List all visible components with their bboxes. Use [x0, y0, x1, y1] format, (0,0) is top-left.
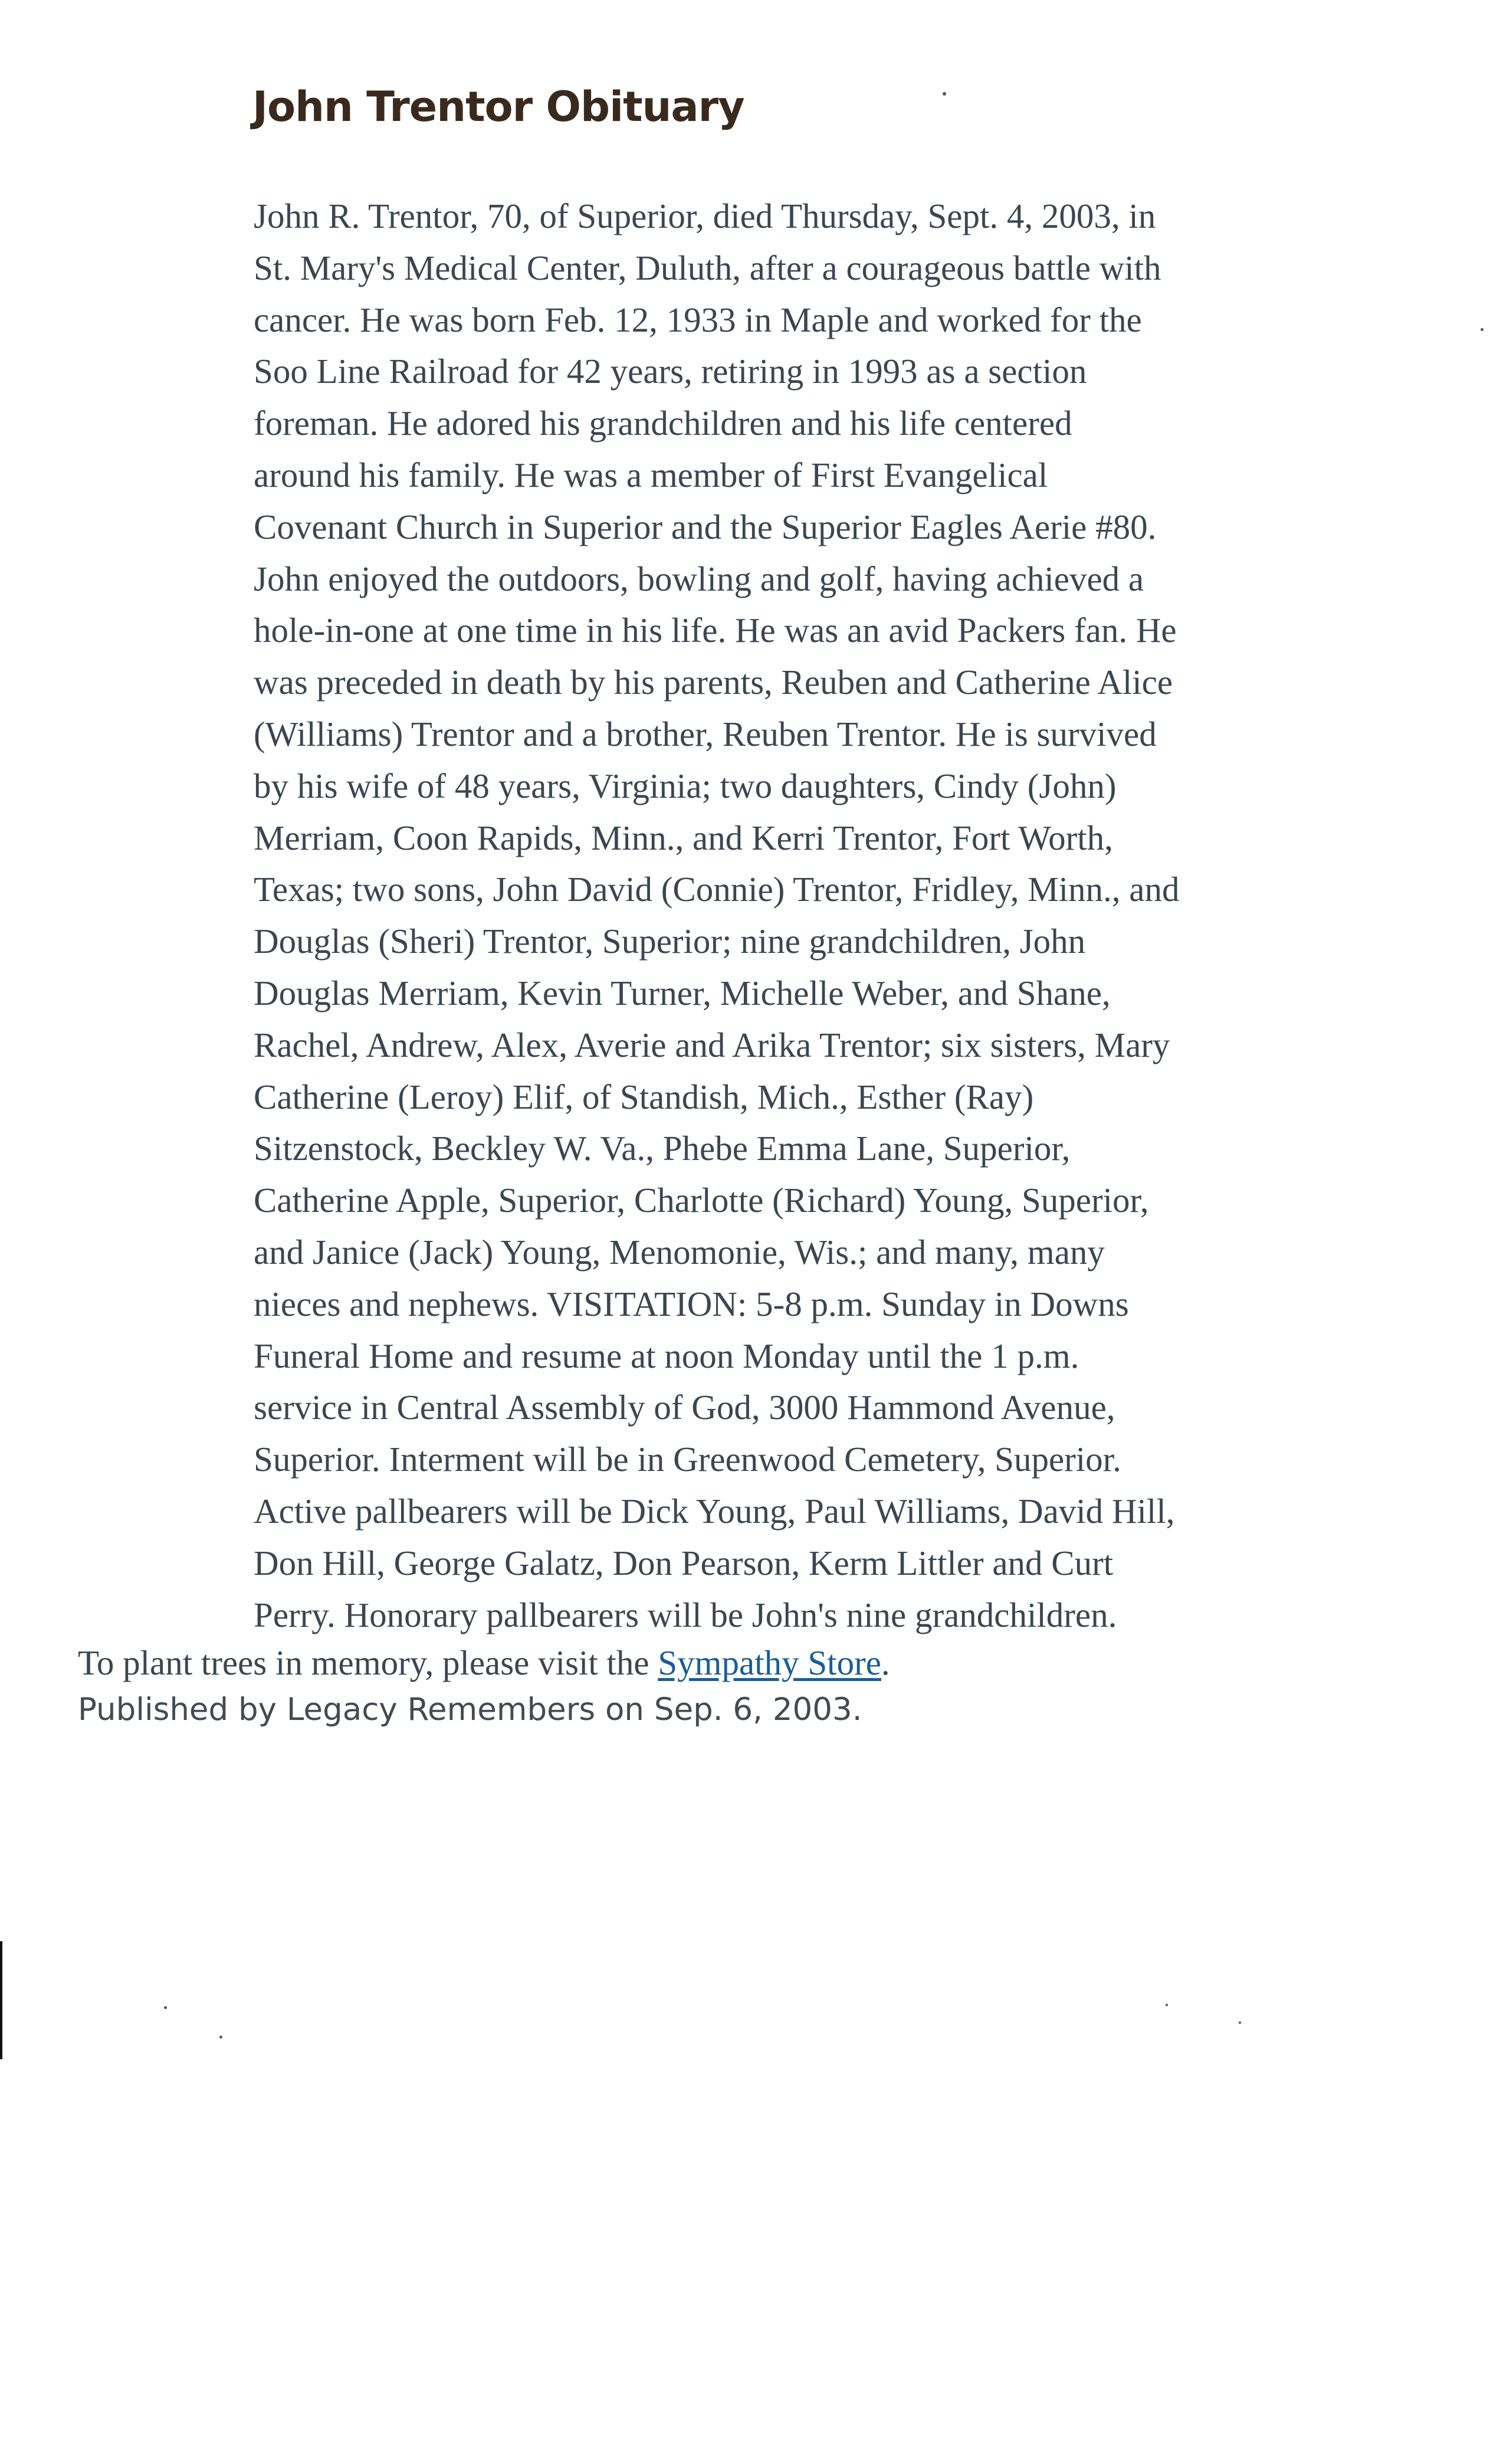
scan-speck	[943, 92, 946, 96]
body-line: Don Hill, George Galatz, Don Pearson, Kerm Littler and Curt	[254, 1543, 1114, 1582]
obituary-body	[254, 191, 1256, 1641]
body-line: Texas; two sons, John David (Connie) Trentor, Fridley, Minn., and	[254, 870, 1180, 909]
scan-speck	[1166, 2004, 1168, 2006]
plant-trees-text: To plant trees in memory, please visit the	[78, 1643, 658, 1682]
body-line: Funeral Home and resume at noon Monday until the 1 p.m.	[254, 1336, 1079, 1375]
body-line: Superior. Interment will be in Greenwood Cemetery, Superior.	[254, 1440, 1121, 1479]
body-line: Sitzenstock, Beckley W. Va., Phebe Emma Lane, Superior,	[254, 1129, 1071, 1168]
body-line: St. Mary's Medical Center, Duluth, after a courageous battle with	[254, 248, 1161, 287]
body-line: Catherine (Leroy) Elif, of Standish, Mich., Esther (Ray)	[254, 1077, 1034, 1116]
scan-speck	[1481, 328, 1484, 331]
body-line: Merriam, Coon Rapids, Minn., and Kerri Trentor, Fort Worth,	[254, 818, 1113, 857]
body-line: by his wife of 48 years, Virginia; two daughters, Cindy (John)	[254, 766, 1117, 805]
body-line: and Janice (Jack) Young, Menomonie, Wis.; and many, many	[254, 1232, 1105, 1272]
scan-speck	[164, 2006, 167, 2009]
body-line: service in Central Assembly of God, 3000 Hammond Avenue,	[254, 1388, 1115, 1427]
body-line: Soo Line Railroad for 42 years, retiring in 1993 as a section	[254, 352, 1087, 391]
body-line: Perry. Honorary pallbearers will be John's nine grandchildren.	[254, 1595, 1117, 1634]
page-title: John Trentor Obituary	[252, 83, 744, 131]
plant-trees-period: .	[881, 1643, 890, 1682]
body-line: hole-in-one at one time in his life. He was an avid Packers fan. He	[254, 611, 1177, 650]
scan-speck	[1239, 2021, 1241, 2024]
body-line: (Williams) Trentor and a brother, Reuben Trentor. He is survived	[254, 714, 1157, 753]
plant-trees-note	[78, 1639, 1199, 1686]
published-note: Published by Legacy Remembers on Sep. 6, 2003.	[78, 1692, 862, 1728]
body-line: John enjoyed the outdoors, bowling and golf, having achieved a	[254, 559, 1144, 598]
body-line: was preceded in death by his parents, Reuben and Catherine Alice	[254, 663, 1173, 702]
body-line: Covenant Church in Superior and the Superior Eagles Aerie #80.	[254, 507, 1157, 546]
body-line: Catherine Apple, Superior, Charlotte (Richard) Young, Superior,	[254, 1181, 1149, 1220]
body-line: Douglas Merriam, Kevin Turner, Michelle Weber, and Shane,	[254, 973, 1111, 1013]
sympathy-store-link[interactable]: Sympathy Store	[658, 1643, 881, 1682]
body-line: cancer. He was born Feb. 12, 1933 in Maple and worked for the	[254, 300, 1142, 339]
scan-edge-line	[0, 1941, 2, 2059]
scan-speck	[219, 2036, 222, 2039]
body-line: nieces and nephews. VISITATION: 5-8 p.m. Sunday in Downs	[254, 1284, 1129, 1323]
body-line: foreman. He adored his grandchildren and his life centered	[254, 404, 1072, 443]
body-line: Douglas (Sheri) Trentor, Superior; nine grandchildren, John	[254, 922, 1086, 961]
body-line: Rachel, Andrew, Alex, Averie and Arika Trentor; six sisters, Mary	[254, 1025, 1170, 1064]
body-line: Active pallbearers will be Dick Young, Paul Williams, David Hill,	[254, 1491, 1175, 1531]
body-line: around his family. He was a member of First Evangelical	[254, 455, 1048, 494]
body-line: John R. Trentor, 70, of Superior, died Thursday, Sept. 4, 2003, in	[254, 196, 1156, 235]
